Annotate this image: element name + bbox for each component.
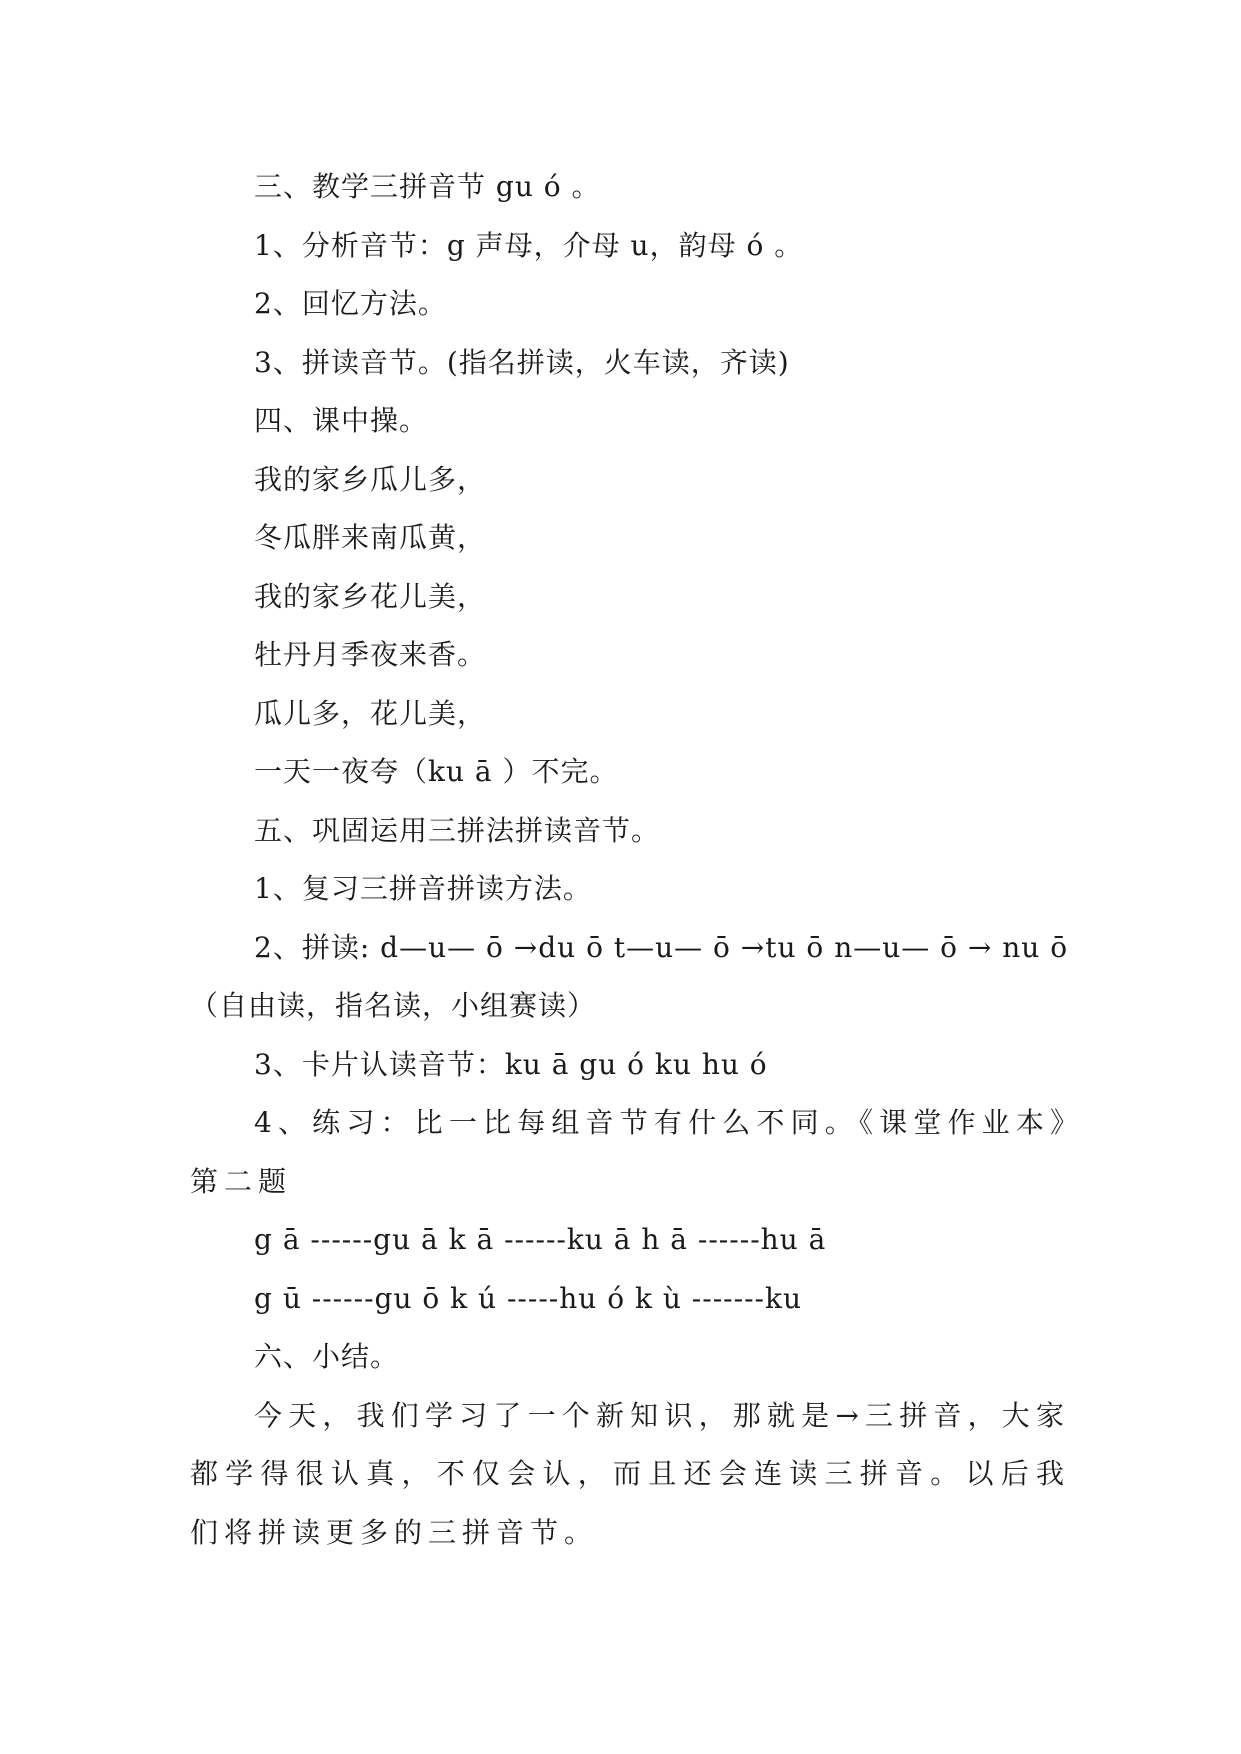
syllable-line: g ā ------gu ā k ā ------ku ā h ā ------hu ā	[254, 1223, 827, 1256]
poem-line: 冬瓜胖来南瓜黄，	[254, 521, 487, 554]
poem-line: 瓜儿多，花儿美，	[254, 696, 487, 730]
poem-line: 我的家乡花儿美，	[254, 579, 487, 613]
text-line: 四、课中操。	[254, 404, 429, 437]
paragraph-lianxi: 4、练习：比一比每组音节有什么不同。《课堂作业本》第二题	[190, 1106, 1070, 1198]
poem-line: 我的家乡瓜儿多，	[254, 462, 487, 496]
text-line: 1、分析音节：g 声母，介母 u，韵母 ó 。	[254, 228, 804, 262]
text-line: 3、拼读音节。(指名拼读，火车读，齐读)	[254, 345, 790, 379]
text-line: 六、小结。	[254, 1340, 400, 1373]
syllable-line: g ū ------gu ō k ú -----hu ó k ù -------ku	[254, 1281, 802, 1315]
poem-line: 一天一夜夸（ku ā ）不完。	[254, 755, 619, 788]
text-line: 五、巩固运用三拼法拼读音节。	[254, 813, 661, 847]
paragraph-pindu: 2、拼读: d—u— ō →du ō t—u— ō →tu ō n—u— ō → nu ō（自由读，指名读，小组赛读）	[190, 930, 1069, 1022]
text-line: 三、教学三拼音节 gu ó 。	[254, 170, 601, 203]
text-line: 2、回忆方法。	[254, 287, 447, 320]
document-body	[190, 158, 1070, 1562]
text-line: 3、卡片认读音节：ku ā gu ó ku hu ó	[254, 1047, 768, 1081]
text-line: 1、复习三拼音拼读方法。	[254, 872, 592, 905]
paragraph-summary: 今天，我们学习了一个新知识，那就是→三拼音，大家都学得很认真，不仅会认，而且还会连读三拼音。以后我们将拼读更多的三拼音节。	[190, 1398, 1070, 1549]
poem-line: 牡丹月季夜来香。	[254, 638, 487, 671]
